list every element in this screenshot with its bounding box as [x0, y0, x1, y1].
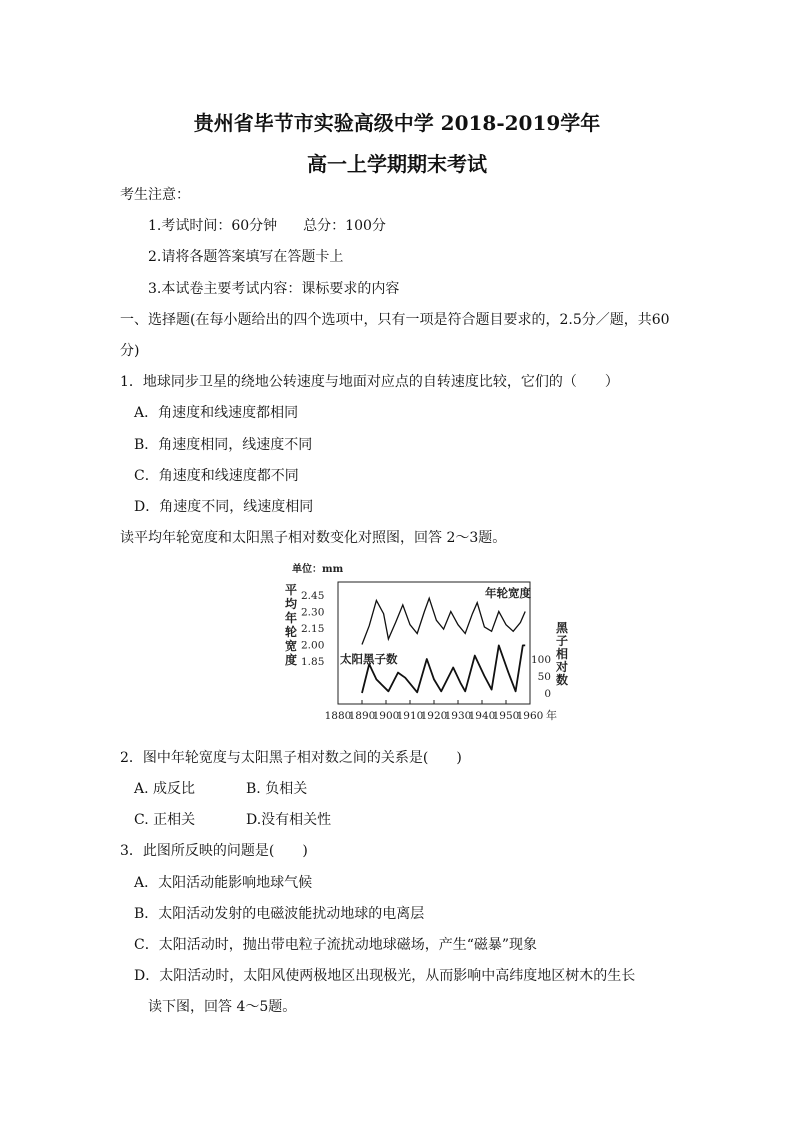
question-1-option-c: C．角速度和线速度都不同 — [134, 468, 299, 484]
question-3-option-d: D．太阳活动时，太阳风使两极地区出现极光，从而影响中高纬度地区树木的生长 — [134, 968, 636, 984]
left-axis-label-char: 轮 — [285, 625, 298, 639]
right-axis-label-char: 对 — [556, 660, 569, 674]
question-2-option-b: B. 负相关 — [246, 781, 308, 797]
right-axis-label-char: 相 — [556, 647, 569, 661]
right-tick-label: 100 — [530, 654, 551, 666]
notice-item-1 — [148, 219, 386, 233]
left-axis-label-char: 均 — [285, 597, 298, 611]
question-1-option-a: A．角速度和线速度都相同 — [134, 405, 299, 421]
series-label-ring-width: 年轮宽度 — [485, 586, 531, 600]
left-tick-label: 2.45 — [301, 590, 325, 602]
question-3-stem: 3．此图所反映的问题是( ) — [120, 843, 308, 859]
x-tick-label: 1880 — [324, 710, 352, 722]
exam-time: 1.考试时间：60分钟 — [148, 218, 278, 234]
question-3-option-a: A．太阳活动能影响地球气候 — [134, 875, 313, 891]
right-tick-label: 0 — [544, 688, 551, 700]
x-tick-label: 1930 — [444, 710, 472, 722]
unit-label: 单位：mm — [292, 564, 344, 575]
left-tick-label: 1.85 — [301, 656, 325, 668]
tree-ring-width-line — [362, 598, 525, 644]
x-tick-label: 1910 — [396, 710, 424, 722]
left-axis-label-char: 平 — [285, 583, 298, 597]
page-title: 贵州省毕节市实验高级中学 2018-2019学年 — [193, 111, 601, 135]
notice-heading: 考生注意： — [120, 187, 190, 203]
x-unit-label: 年 — [546, 709, 557, 722]
question-2-option-d: D.没有相关性 — [246, 812, 332, 828]
left-axis-label-char: 度 — [285, 653, 298, 667]
left-tick-label: 2.15 — [301, 623, 325, 635]
question-3-option-c: C．太阳活动时，抛出带电粒子流扰动地球磁场，产生“磁暴”现象 — [134, 937, 538, 953]
x-tick-label: 1890 — [348, 710, 376, 722]
left-axis-label-char: 年 — [285, 611, 298, 625]
notice-item-2: 2.请将各题答案填写在答题卡上 — [148, 249, 344, 265]
x-tick-label: 1940 — [468, 710, 496, 722]
left-tick-label: 2.30 — [301, 606, 325, 619]
plot-frame — [338, 582, 530, 704]
question-1-stem: 1．地球同步卫星的绕地公转速度与地面对应点的自转速度比较，它们的（ ） — [120, 374, 619, 390]
notice-item-3: 3.本试卷主要考试内容：课标要求的内容 — [148, 281, 400, 297]
right-axis-label-char: 数 — [556, 673, 569, 687]
tree-ring-sunspot-chart — [280, 560, 580, 730]
question-1-option-d: D．角速度不同，线速度相同 — [134, 499, 314, 515]
question-2-option-a: A. 成反比 — [134, 781, 196, 797]
question-2-option-c: C. 正相关 — [134, 812, 196, 828]
right-axis-label-char: 黑 — [556, 621, 569, 635]
x-tick-label: 1950 — [492, 710, 520, 722]
right-tick-label: 50 — [537, 671, 551, 683]
question-2-stem: 2．图中年轮宽度与太阳黑子相对数之间的关系是( ) — [120, 750, 462, 766]
left-tick-label: 2.00 — [301, 639, 325, 652]
x-tick-label: 1920 — [420, 710, 448, 722]
x-tick-label: 1900 — [372, 710, 400, 722]
total-score: 总分：100分 — [303, 218, 386, 234]
intro-questions-4-5: 读下图，回答 4～5题。 — [148, 999, 297, 1015]
question-3-option-b: B．太阳活动发射的电磁波能扰动地球的电离层 — [134, 906, 425, 922]
left-axis-label-char: 宽 — [285, 639, 298, 653]
section-heading-line2: 分) — [120, 343, 140, 359]
x-tick-label: 1960 — [516, 710, 544, 722]
section-heading-line1: 一、选择题(在每小题给出的四个选项中，只有一项是符合题目要求的，2.5分／题，共60 — [120, 312, 670, 328]
page-subtitle: 高一上学期期末考试 — [307, 152, 487, 176]
series-label-sunspot: 太阳黑子数 — [340, 652, 398, 666]
question-1-option-b: B．角速度相同，线速度不同 — [134, 437, 313, 453]
right-axis-label-char: 子 — [556, 634, 569, 648]
intro-questions-2-3: 读平均年轮宽度和太阳黑子相对数变化对照图，回答 2～3题。 — [120, 530, 507, 546]
